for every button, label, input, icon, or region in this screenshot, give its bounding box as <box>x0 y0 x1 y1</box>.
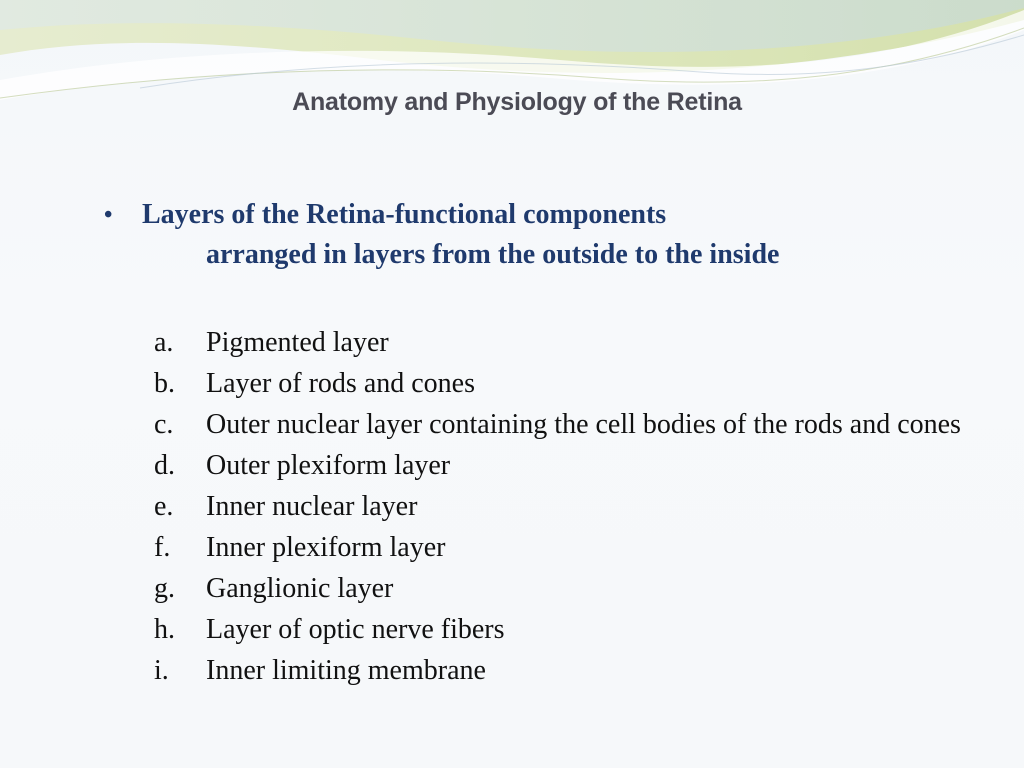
list-item-text: Inner limiting membrane <box>206 655 486 686</box>
list-item <box>100 568 1000 609</box>
list-marker: h. <box>154 614 175 645</box>
list-item <box>100 486 1000 527</box>
list-marker: a. <box>154 327 174 358</box>
slide-title: Anatomy and Physiology of the Retina <box>292 88 742 116</box>
list-item <box>100 322 1000 363</box>
list-item <box>100 527 1000 568</box>
bullet-heading-line1: Layers of the Retina-functional components <box>142 199 667 230</box>
list-item <box>100 650 1000 691</box>
list-item-text: Outer nuclear layer containing the cell bodies of the rods and cones <box>206 409 961 440</box>
list-item <box>100 609 1000 650</box>
list-marker: g. <box>154 573 175 604</box>
list-item-text: Outer plexiform layer <box>206 450 451 481</box>
bullet-heading-line2: arranged in layers from the outside to the inside <box>206 239 780 270</box>
list-item <box>100 445 1000 486</box>
list-item <box>100 363 1000 404</box>
list-marker: f. <box>154 532 171 563</box>
list-item <box>100 404 1000 445</box>
list-marker: d. <box>154 450 175 481</box>
list-marker: b. <box>154 368 175 399</box>
list-item-text: Pigmented layer <box>206 327 389 358</box>
list-marker: e. <box>154 491 174 522</box>
layer-list <box>100 322 1000 691</box>
list-item-text: Layer of optic nerve fibers <box>206 614 505 645</box>
list-marker: i. <box>154 655 169 686</box>
list-item-text: Layer of rods and cones <box>206 368 476 399</box>
bullet-symbol: • <box>104 202 113 228</box>
list-marker: c. <box>154 409 174 440</box>
list-item-text: Inner nuclear layer <box>206 491 418 522</box>
list-item-text: Inner plexiform layer <box>206 532 446 563</box>
list-item-text: Ganglionic layer <box>206 573 394 604</box>
